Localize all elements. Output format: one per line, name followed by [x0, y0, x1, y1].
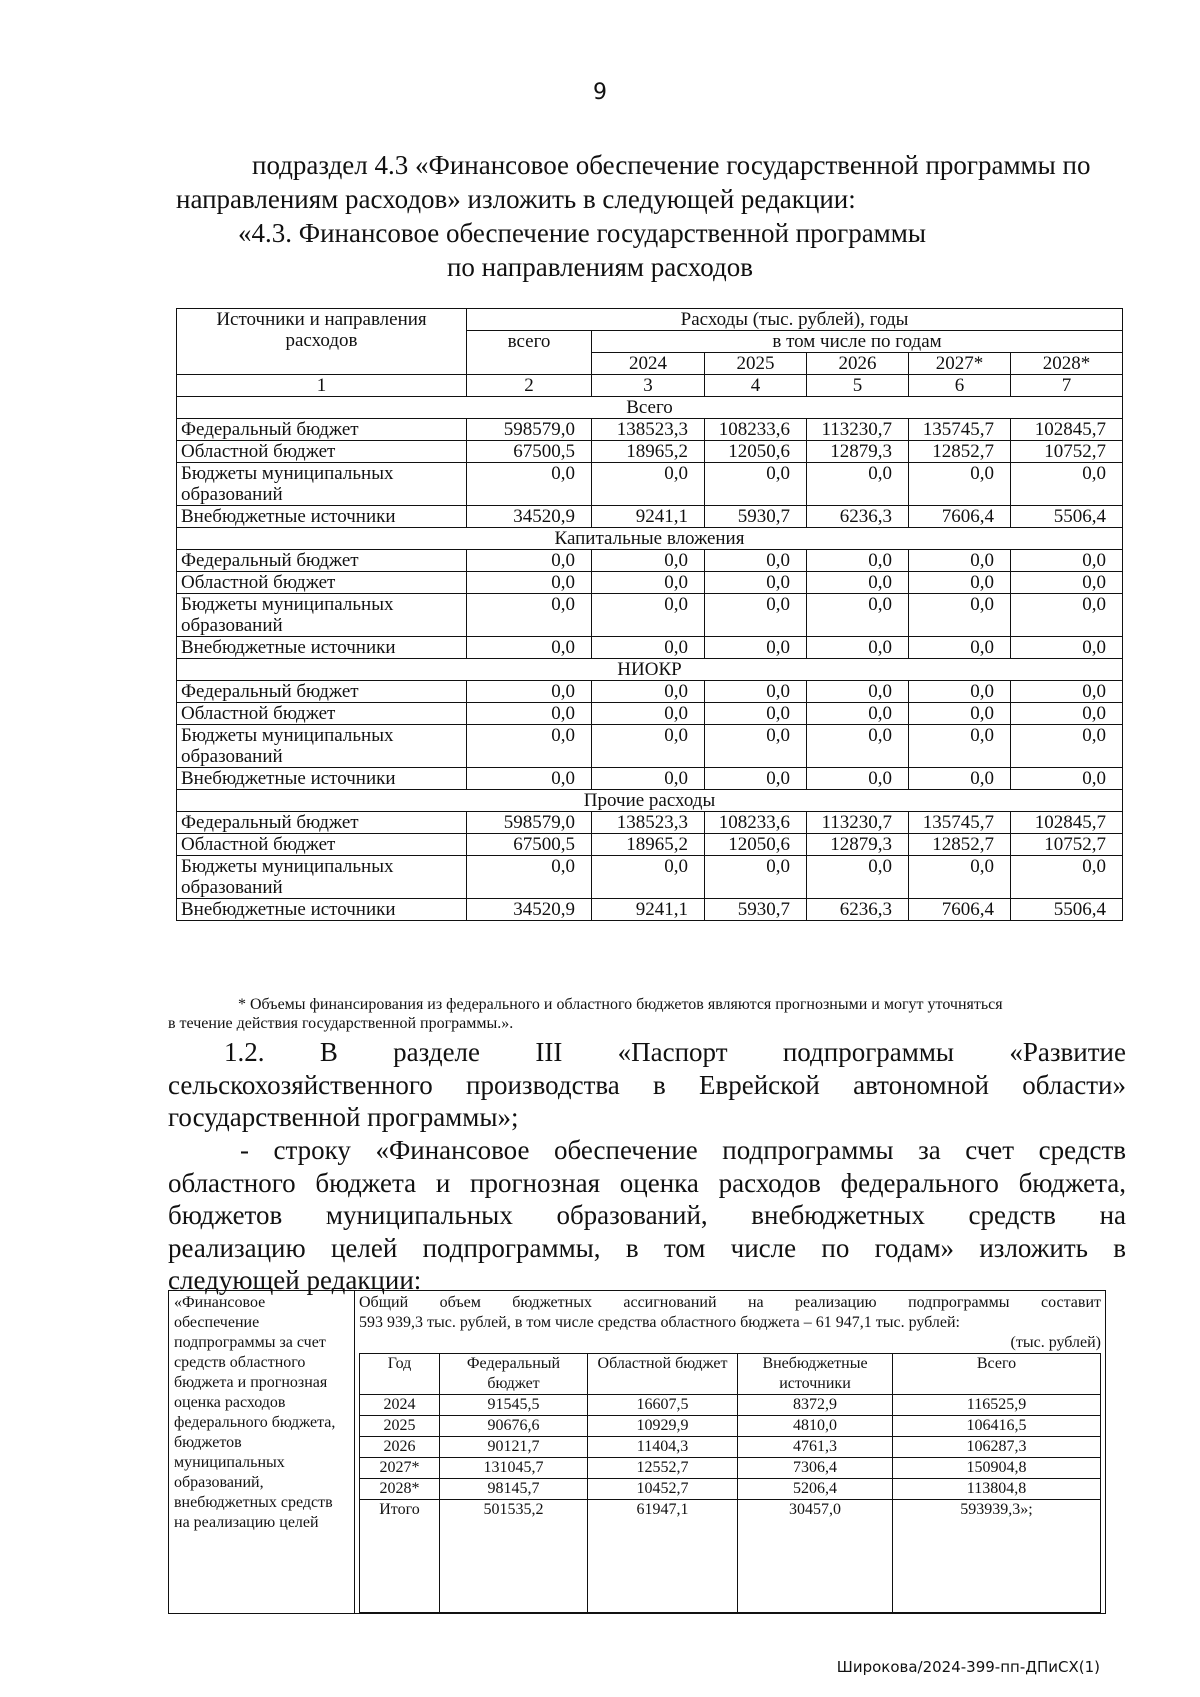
table-row: [177, 834, 1123, 856]
value-cell: 0,0: [807, 768, 909, 790]
paragraph-string-replace: [168, 1134, 1126, 1297]
value-cell: 0,0: [467, 725, 592, 768]
table-row: [360, 1437, 1101, 1458]
value-cell: 9241,1: [592, 506, 705, 528]
value-cell: 0,0: [909, 768, 1011, 790]
passport-cell: 30457,0: [738, 1500, 893, 1613]
value-cell: 0,0: [807, 681, 909, 703]
header-year: 2028*: [1011, 353, 1123, 375]
row-label: Бюджеты муниципальных образований: [177, 594, 467, 637]
value-cell: 0,0: [467, 637, 592, 659]
column-number: 2: [467, 375, 592, 397]
row-label: Внебюджетные источники: [177, 768, 467, 790]
value-cell: 0,0: [705, 681, 807, 703]
section-row: [177, 397, 1123, 419]
passport-cell: 2025: [360, 1416, 440, 1437]
paragraph-line: областного бюджета и прогнозная оценка расходов федерального бюджета,: [168, 1167, 1126, 1198]
header-year: 2025: [705, 353, 807, 375]
value-cell: 0,0: [909, 637, 1011, 659]
passport-cell: 5206,4: [738, 1479, 893, 1500]
value-cell: 0,0: [705, 637, 807, 659]
value-cell: 0,0: [1011, 856, 1123, 899]
paragraph-line: реализацию целей подпрограммы, в том числе по годам» изложить в: [168, 1232, 1126, 1263]
paragraph-line: 1.2. В разделе III «Паспорт подпрограммы «Развитие: [224, 1037, 1126, 1067]
passport-content: [355, 1291, 1106, 1614]
passport-table: [168, 1290, 1106, 1614]
header-by-year: в том числе по годам: [592, 331, 1123, 353]
passport-cell: 131045,7: [440, 1458, 588, 1479]
section-title: Всего: [177, 397, 1123, 419]
value-cell: 102845,7: [1011, 812, 1123, 834]
passport-cell: 106416,5: [893, 1416, 1101, 1437]
value-cell: 0,0: [705, 594, 807, 637]
header-source: Источники и направления расходов: [177, 309, 467, 375]
value-cell: 5506,4: [1011, 899, 1123, 921]
table-row: [177, 594, 1123, 637]
passport-cell: 11404,3: [588, 1437, 738, 1458]
table-row: [177, 506, 1123, 528]
passport-cell: 116525,9: [893, 1395, 1101, 1416]
value-cell: 0,0: [1011, 768, 1123, 790]
row-label: Внебюджетные источники: [177, 506, 467, 528]
value-cell: 18965,2: [592, 834, 705, 856]
value-cell: 5506,4: [1011, 506, 1123, 528]
value-cell: 34520,9: [467, 899, 592, 921]
section-row: [177, 528, 1123, 550]
passport-cell: 4810,0: [738, 1416, 893, 1437]
value-cell: 6236,3: [807, 506, 909, 528]
table-row: [177, 463, 1123, 506]
value-cell: 5930,7: [705, 506, 807, 528]
column-number: 4: [705, 375, 807, 397]
value-cell: 135745,7: [909, 419, 1011, 441]
row-label: Федеральный бюджет: [177, 419, 467, 441]
footnote-line-1: * Объемы финансирования из федерального и областного бюджетов являются прогнозными и могут уточняться: [238, 996, 1003, 1013]
table-row: [360, 1500, 1101, 1613]
row-label: Федеральный бюджет: [177, 812, 467, 834]
value-cell: 0,0: [1011, 637, 1123, 659]
value-cell: 0,0: [705, 768, 807, 790]
passport-cell: 113804,8: [893, 1479, 1101, 1500]
passport-cell: 2024: [360, 1395, 440, 1416]
paragraph-line: бюджетов муниципальных образований, внебюджетных средств на: [168, 1200, 1126, 1230]
value-cell: 135745,7: [909, 812, 1011, 834]
value-cell: 10752,7: [1011, 441, 1123, 463]
value-cell: 7606,4: [909, 506, 1011, 528]
value-cell: 0,0: [1011, 681, 1123, 703]
row-label: Областной бюджет: [177, 572, 467, 594]
value-cell: 0,0: [909, 594, 1011, 637]
value-cell: 0,0: [909, 681, 1011, 703]
heading-line-2: направлениям расходов» изложить в следующей редакции:: [176, 184, 856, 214]
row-label: Бюджеты муниципальных образований: [177, 856, 467, 899]
passport-cell: 106287,3: [893, 1437, 1101, 1458]
section-title-line-2: по направлениям расходов: [446, 252, 753, 282]
value-cell: 0,0: [467, 768, 592, 790]
table-row: [177, 681, 1123, 703]
passport-cell: 4761,3: [738, 1437, 893, 1458]
value-cell: 0,0: [592, 572, 705, 594]
section-title: Капитальные вложения: [177, 528, 1123, 550]
passport-cell: 61947,1: [588, 1500, 738, 1613]
value-cell: 0,0: [1011, 725, 1123, 768]
value-cell: 9241,1: [592, 899, 705, 921]
row-label: Областной бюджет: [177, 703, 467, 725]
value-cell: 0,0: [592, 637, 705, 659]
value-cell: 598579,0: [467, 812, 592, 834]
passport-cell: 8372,9: [738, 1395, 893, 1416]
value-cell: 18965,2: [592, 441, 705, 463]
column-number: 6: [909, 375, 1011, 397]
value-cell: 0,0: [807, 550, 909, 572]
passport-cell: 90121,7: [440, 1437, 588, 1458]
value-cell: 10752,7: [1011, 834, 1123, 856]
page-number: 9: [593, 80, 607, 105]
passport-header: Федеральный бюджет: [440, 1354, 588, 1395]
row-label: Бюджеты муниципальных образований: [177, 463, 467, 506]
passport-label: «Финансовое обеспечение подпрограммы за счет средств областного бюджета и прогнозная оценка расходов федерального бюджета, бюджетов муниципальных образований, внебюджетных средств на реализацию целей: [169, 1291, 355, 1614]
passport-cell: 91545,5: [440, 1395, 588, 1416]
value-cell: 0,0: [807, 703, 909, 725]
passport-cell: 501535,2: [440, 1500, 588, 1613]
value-cell: 598579,0: [467, 419, 592, 441]
header-year: 2026: [807, 353, 909, 375]
value-cell: 12050,6: [705, 834, 807, 856]
value-cell: 0,0: [592, 681, 705, 703]
column-number: 7: [1011, 375, 1123, 397]
table-row: [177, 812, 1123, 834]
table-row: [177, 572, 1123, 594]
value-cell: 12879,3: [807, 441, 909, 463]
value-cell: 0,0: [705, 703, 807, 725]
value-cell: 0,0: [592, 550, 705, 572]
table-row: [177, 899, 1123, 921]
paragraph-line: следующей редакции:: [168, 1265, 422, 1295]
value-cell: 0,0: [467, 572, 592, 594]
row-label: Бюджеты муниципальных образований: [177, 725, 467, 768]
table-row: [177, 441, 1123, 463]
value-cell: 102845,7: [1011, 419, 1123, 441]
paragraph-1-2: [168, 1036, 1126, 1134]
row-label: Внебюджетные источники: [177, 899, 467, 921]
value-cell: 0,0: [467, 856, 592, 899]
value-cell: 0,0: [807, 572, 909, 594]
passport-cell: 10929,9: [588, 1416, 738, 1437]
row-label: Областной бюджет: [177, 441, 467, 463]
header-year: 2027*: [909, 353, 1011, 375]
section-title: НИОКР: [177, 659, 1123, 681]
value-cell: 0,0: [1011, 594, 1123, 637]
value-cell: 108233,6: [705, 419, 807, 441]
table-row: [360, 1416, 1101, 1437]
table-row: [177, 725, 1123, 768]
value-cell: 0,0: [592, 768, 705, 790]
table-row: [177, 703, 1123, 725]
passport-cell: 150904,8: [893, 1458, 1101, 1479]
value-cell: 0,0: [592, 725, 705, 768]
passport-header: Всего: [893, 1354, 1101, 1395]
value-cell: 67500,5: [467, 834, 592, 856]
table-row: [360, 1458, 1101, 1479]
value-cell: 0,0: [1011, 463, 1123, 506]
passport-cell: Итого: [360, 1500, 440, 1613]
passport-cell: 593939,3»;: [893, 1500, 1101, 1613]
table-row: [360, 1479, 1101, 1500]
value-cell: 0,0: [467, 550, 592, 572]
table-row: [177, 637, 1123, 659]
passport-cell: 12552,7: [588, 1458, 738, 1479]
passport-description-line-2: 593 939,3 тыс. рублей, в том числе средства областного бюджета – 61 947,1 тыс. рублей:: [359, 1314, 960, 1331]
value-cell: 0,0: [807, 594, 909, 637]
passport-cell: 2027*: [360, 1458, 440, 1479]
value-cell: 0,0: [705, 463, 807, 506]
column-number: 1: [177, 375, 467, 397]
value-cell: 12852,7: [909, 834, 1011, 856]
value-cell: 0,0: [592, 856, 705, 899]
value-cell: 0,0: [467, 703, 592, 725]
passport-cell: 10452,7: [588, 1479, 738, 1500]
section-row: [177, 659, 1123, 681]
value-cell: 0,0: [807, 463, 909, 506]
value-cell: 0,0: [467, 463, 592, 506]
header-year: 2024: [592, 353, 705, 375]
value-cell: 0,0: [467, 594, 592, 637]
value-cell: 0,0: [1011, 550, 1123, 572]
passport-description-line-1: Общий объем бюджетных ассигнований на реализацию подпрограммы составит: [359, 1294, 1101, 1311]
value-cell: 12879,3: [807, 834, 909, 856]
section-row: [177, 790, 1123, 812]
value-cell: 34520,9: [467, 506, 592, 528]
value-cell: 5930,7: [705, 899, 807, 921]
section-title: Прочие расходы: [177, 790, 1123, 812]
passport-header: Год: [360, 1354, 440, 1395]
table-row: [177, 550, 1123, 572]
value-cell: 0,0: [909, 572, 1011, 594]
value-cell: 0,0: [705, 550, 807, 572]
paragraph-line: государственной программы»;: [168, 1102, 519, 1132]
header-total: всего: [467, 331, 592, 375]
heading-line-1: подраздел 4.3 «Финансовое обеспечение государственной программы по: [252, 150, 1091, 180]
row-label: Внебюджетные источники: [177, 637, 467, 659]
financing-table: [176, 308, 1123, 921]
value-cell: 0,0: [592, 703, 705, 725]
passport-cell: 98145,7: [440, 1479, 588, 1500]
value-cell: 113230,7: [807, 419, 909, 441]
value-cell: 12852,7: [909, 441, 1011, 463]
paragraph-line: сельскохозяйственного производства в Еврейской автономной области»: [168, 1069, 1126, 1100]
value-cell: 113230,7: [807, 812, 909, 834]
passport-cell: 2028*: [360, 1479, 440, 1500]
value-cell: 0,0: [807, 725, 909, 768]
row-label: Федеральный бюджет: [177, 681, 467, 703]
table-row: [177, 856, 1123, 899]
header-expenses: Расходы (тыс. рублей), годы: [467, 309, 1123, 331]
passport-header: Внебюджетные источники: [738, 1354, 893, 1395]
table-row: [177, 768, 1123, 790]
section-title-line-1: «4.3. Финансовое обеспечение государственной программы: [238, 218, 926, 248]
column-number: 3: [592, 375, 705, 397]
passport-unit: (тыс. рублей): [1010, 1334, 1101, 1351]
value-cell: 0,0: [592, 594, 705, 637]
paragraph-line: - строку «Финансовое обеспечение подпрограммы за счет средств: [240, 1135, 1126, 1165]
value-cell: 0,0: [807, 637, 909, 659]
table-row: [360, 1395, 1101, 1416]
passport-years-table: [359, 1353, 1101, 1613]
value-cell: 0,0: [909, 856, 1011, 899]
document-code: Широкова/2024-399-пп-ДПиСХ(1): [836, 1658, 1100, 1676]
value-cell: 6236,3: [807, 899, 909, 921]
value-cell: 108233,6: [705, 812, 807, 834]
value-cell: 67500,5: [467, 441, 592, 463]
table-row: [177, 419, 1123, 441]
value-cell: 138523,3: [592, 419, 705, 441]
value-cell: 0,0: [1011, 572, 1123, 594]
passport-cell: 90676,6: [440, 1416, 588, 1437]
value-cell: 0,0: [705, 572, 807, 594]
value-cell: 0,0: [592, 463, 705, 506]
passport-cell: 2026: [360, 1437, 440, 1458]
row-label: Федеральный бюджет: [177, 550, 467, 572]
value-cell: 0,0: [467, 681, 592, 703]
passport-cell: 7306,4: [738, 1458, 893, 1479]
value-cell: 0,0: [705, 725, 807, 768]
footnote-line-2: в течение действия государственной программы.».: [168, 1015, 514, 1032]
passport-header: Областной бюджет: [588, 1354, 738, 1395]
value-cell: 12050,6: [705, 441, 807, 463]
value-cell: 0,0: [807, 856, 909, 899]
value-cell: 0,0: [705, 856, 807, 899]
passport-cell: 16607,5: [588, 1395, 738, 1416]
row-label: Областной бюджет: [177, 834, 467, 856]
value-cell: 138523,3: [592, 812, 705, 834]
column-number: 5: [807, 375, 909, 397]
value-cell: 0,0: [909, 703, 1011, 725]
value-cell: 0,0: [909, 550, 1011, 572]
value-cell: 0,0: [909, 463, 1011, 506]
footnote: [168, 995, 1128, 1033]
value-cell: 0,0: [909, 725, 1011, 768]
value-cell: 7606,4: [909, 899, 1011, 921]
value-cell: 0,0: [1011, 703, 1123, 725]
